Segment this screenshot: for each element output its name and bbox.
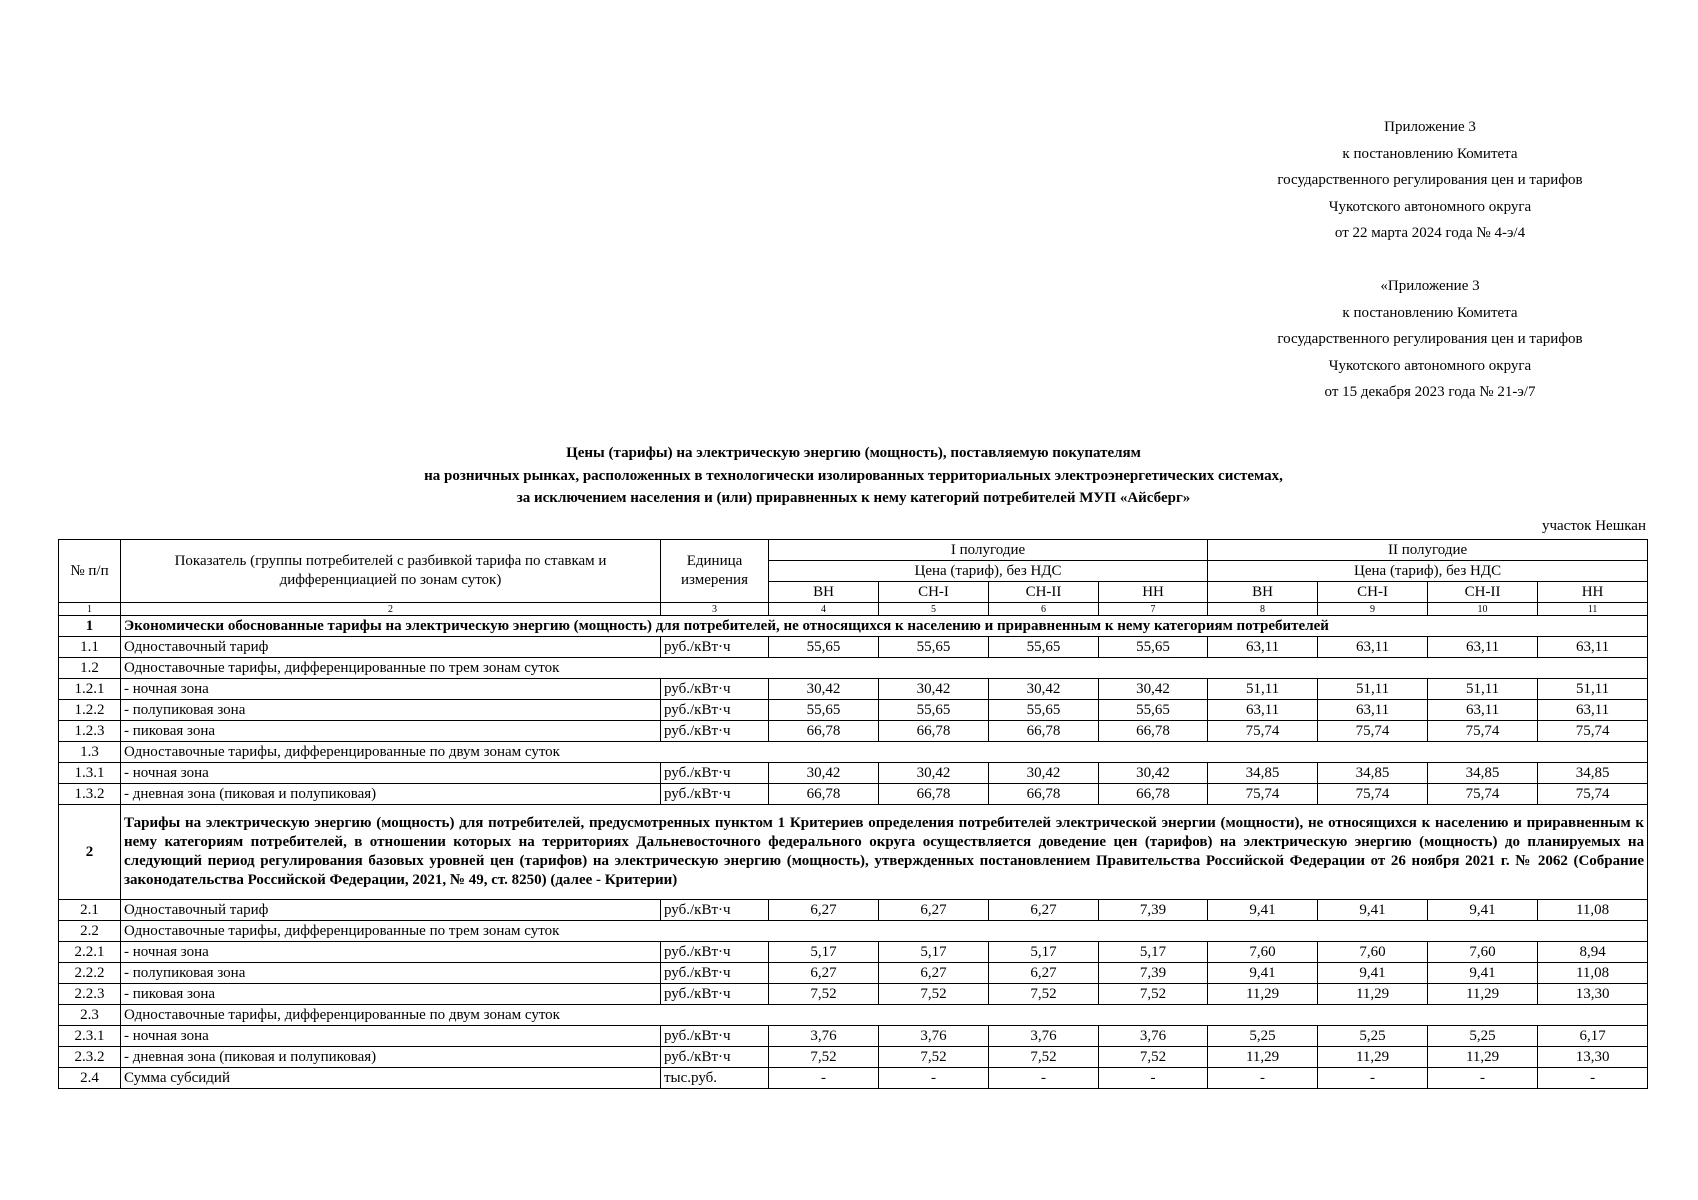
tariff-value: 13,30 — [1538, 1047, 1648, 1068]
title-line: Цены (тарифы) на электрическую энергию (мощность), поставляемую покупателям — [566, 445, 1141, 461]
group-title: Одноставочные тарифы, дифференцированные по трем зонам суток — [121, 921, 1648, 942]
col-number: 4 — [769, 603, 879, 616]
table-row — [59, 805, 1648, 900]
table-row — [59, 1005, 1648, 1026]
header-unit: Единица измерения — [661, 540, 769, 603]
row-number: 2.3 — [59, 1005, 121, 1026]
tariff-value: 11,29 — [1318, 1047, 1428, 1068]
tariff-value: 55,65 — [989, 637, 1099, 658]
row-label: - ночная зона — [121, 763, 661, 784]
tariff-value: - — [989, 1068, 1099, 1089]
column-number-row — [59, 603, 1648, 616]
tariff-value: 63,11 — [1538, 700, 1648, 721]
col-number: 1 — [59, 603, 121, 616]
tariff-value: 6,27 — [879, 900, 989, 921]
header-price1: Цена (тариф), без НДС — [769, 561, 1208, 582]
tariff-value: 7,52 — [989, 1047, 1099, 1068]
tariff-value: - — [1318, 1068, 1428, 1089]
section-title: Тарифы на электрическую энергию (мощность) для потребителей, предусмотренных пунктом 1 Критериев определения потребителей электрической энергии (мощности), не относящихся к населению и приравненным к нему категориям потребителей, в отношении которых на территориях Дальневосточного федерального округа осуществляется доведение цен (тарифов) на электрическую энергию (мощность) до планируемых на следующий период регулирования базовых уровней цен (тарифов) на электрическую энергию (мощность), утвержденных постановлением Правительства Российской Федерации от 26 ноября 2021 г. № 2062 (Собрание законодательства Российской Федерации, 2021, № 49, ст. 8250) (далее - Критерии) — [121, 805, 1648, 900]
row-unit: руб./кВт·ч — [661, 963, 769, 984]
tariff-value: 5,17 — [989, 942, 1099, 963]
header-voltage: СН-I — [879, 582, 989, 603]
tariff-value: 11,29 — [1208, 1047, 1318, 1068]
row-number: 1.3.2 — [59, 784, 121, 805]
table-row — [59, 963, 1648, 984]
tariff-value: 66,78 — [1099, 721, 1208, 742]
table-row — [59, 721, 1648, 742]
tariff-value: 51,11 — [1208, 679, 1318, 700]
tariff-value: 55,65 — [1099, 700, 1208, 721]
group-title: Одноставочные тарифы, дифференцированные по трем зонам суток — [121, 658, 1648, 679]
row-number: 2.1 — [59, 900, 121, 921]
tariff-value: 34,85 — [1428, 763, 1538, 784]
tariff-value: 30,42 — [879, 763, 989, 784]
tariff-value: 30,42 — [989, 679, 1099, 700]
row-label: Сумма субсидий — [121, 1068, 661, 1089]
row-number: 2.2.1 — [59, 942, 121, 963]
tariff-value: - — [1538, 1068, 1648, 1089]
tariff-value: 34,85 — [1208, 763, 1318, 784]
appendix-line: государственного регулирования цен и тарифов — [1277, 331, 1583, 347]
header-voltage: ВН — [1208, 582, 1318, 603]
tariff-value: 6,17 — [1538, 1026, 1648, 1047]
row-number: 2.2.3 — [59, 984, 121, 1005]
appendix-previous-header — [1220, 273, 1640, 406]
title-line: на розничных рынках, расположенных в технологически изолированных территориальных электроэнергетических системах, — [424, 467, 1283, 484]
tariff-value: 30,42 — [1099, 763, 1208, 784]
table-row — [59, 679, 1648, 700]
col-number: 2 — [121, 603, 661, 616]
header-voltage: СН-II — [989, 582, 1099, 603]
tariff-value: 30,42 — [989, 763, 1099, 784]
header-num: № п/п — [59, 540, 121, 603]
row-number: 2.2 — [59, 921, 121, 942]
tariff-value: - — [1099, 1068, 1208, 1089]
header-voltage: СН-I — [1318, 582, 1428, 603]
row-unit: руб./кВт·ч — [661, 763, 769, 784]
tariff-value: 6,27 — [989, 963, 1099, 984]
tariff-value: 5,25 — [1208, 1026, 1318, 1047]
table-row — [59, 921, 1648, 942]
tariff-value: 7,52 — [1099, 984, 1208, 1005]
tariff-value: 30,42 — [879, 679, 989, 700]
row-number: 2.3.1 — [59, 1026, 121, 1047]
tariff-value: 55,65 — [769, 700, 879, 721]
tariff-value: 75,74 — [1208, 784, 1318, 805]
tariff-value: - — [879, 1068, 989, 1089]
tariff-value: 66,78 — [769, 721, 879, 742]
tariff-value: 7,52 — [1099, 1047, 1208, 1068]
tariff-value: 75,74 — [1318, 721, 1428, 742]
tariff-value: 3,76 — [879, 1026, 989, 1047]
header-half2: II полугодие — [1208, 540, 1648, 561]
row-label: Одноставочный тариф — [121, 900, 661, 921]
tariff-value: 7,39 — [1099, 963, 1208, 984]
table-row — [59, 984, 1648, 1005]
tariff-value: 7,60 — [1318, 942, 1428, 963]
row-label: Одноставочный тариф — [121, 637, 661, 658]
tariff-value: 6,27 — [769, 900, 879, 921]
row-number: 1.2 — [59, 658, 121, 679]
header-half1: I полугодие — [769, 540, 1208, 561]
appendix-line: «Приложение 3 — [1380, 278, 1480, 294]
tariff-value: - — [1428, 1068, 1538, 1089]
row-label: - полупиковая зона — [121, 700, 661, 721]
table-row — [59, 700, 1648, 721]
table-row — [59, 784, 1648, 805]
row-label: - полупиковая зона — [121, 963, 661, 984]
row-number: 1.1 — [59, 637, 121, 658]
tariff-value: 7,52 — [769, 1047, 879, 1068]
tariff-value: 55,65 — [989, 700, 1099, 721]
tariff-value: 75,74 — [1318, 784, 1428, 805]
row-label: - дневная зона (пиковая и полупиковая) — [121, 1047, 661, 1068]
tariff-value: 5,25 — [1428, 1026, 1538, 1047]
row-unit: руб./кВт·ч — [661, 984, 769, 1005]
col-number: 8 — [1208, 603, 1318, 616]
appendix-line: к постановлению Комитета — [1342, 304, 1518, 321]
row-unit: руб./кВт·ч — [661, 679, 769, 700]
tariff-value: - — [769, 1068, 879, 1089]
tariff-value: 75,74 — [1428, 784, 1538, 805]
section-title: Экономически обоснованные тарифы на электрическую энергию (мощность) для потребителей, не относящихся к населению и приравненным к нему категориям потребителей — [121, 616, 1648, 637]
tariff-value: 66,78 — [989, 721, 1099, 742]
tariff-value: 66,78 — [769, 784, 879, 805]
tariff-value: 9,41 — [1318, 900, 1428, 921]
tariff-value: 7,52 — [879, 1047, 989, 1068]
tariff-value: 5,17 — [769, 942, 879, 963]
table-row — [59, 742, 1648, 763]
tariff-value: 7,60 — [1208, 942, 1318, 963]
row-unit: тыс.руб. — [661, 1068, 769, 1089]
tariff-value: 3,76 — [989, 1026, 1099, 1047]
tariff-value: 11,29 — [1318, 984, 1428, 1005]
tariff-value: 9,41 — [1428, 963, 1538, 984]
table-row — [59, 942, 1648, 963]
row-label: - ночная зона — [121, 1026, 661, 1047]
row-number: 2 — [59, 805, 121, 900]
tariff-value: 7,39 — [1099, 900, 1208, 921]
tariff-value: 11,29 — [1428, 1047, 1538, 1068]
appendix-line: Чукотского автономного округа — [1328, 357, 1532, 374]
row-unit: руб./кВт·ч — [661, 1026, 769, 1047]
tariff-value: 30,42 — [1099, 679, 1208, 700]
group-title: Одноставочные тарифы, дифференцированные по двум зонам суток — [121, 1005, 1648, 1026]
table-row — [59, 900, 1648, 921]
tariff-value: 51,11 — [1428, 679, 1538, 700]
tariff-value: 51,11 — [1538, 679, 1648, 700]
col-number: 9 — [1318, 603, 1428, 616]
tariff-value: 63,11 — [1428, 700, 1538, 721]
row-number: 2.3.2 — [59, 1047, 121, 1068]
tariff-value: 66,78 — [989, 784, 1099, 805]
row-label: - пиковая зона — [121, 721, 661, 742]
tariff-value: 5,17 — [879, 942, 989, 963]
tariff-value: 11,29 — [1208, 984, 1318, 1005]
header-voltage: НН — [1099, 582, 1208, 603]
row-unit: руб./кВт·ч — [661, 1047, 769, 1068]
row-number: 1.2.3 — [59, 721, 121, 742]
appendix-line: Чукотского автономного округа — [1328, 198, 1532, 215]
row-number: 1 — [59, 616, 121, 637]
table-row — [59, 1068, 1648, 1089]
appendix-line: Приложение 3 — [1384, 119, 1476, 135]
tariff-value: 5,17 — [1099, 942, 1208, 963]
row-number: 2.4 — [59, 1068, 121, 1089]
appendix-line: государственного регулирования цен и тарифов — [1277, 172, 1583, 188]
tariff-value: 66,78 — [879, 721, 989, 742]
tariff-value: 75,74 — [1428, 721, 1538, 742]
tariff-value: 66,78 — [1099, 784, 1208, 805]
tariff-value: 63,11 — [1538, 637, 1648, 658]
tariff-value: 6,27 — [769, 963, 879, 984]
tariff-value: 55,65 — [769, 637, 879, 658]
col-number: 5 — [879, 603, 989, 616]
section-label: участок Нешкан — [1541, 518, 1646, 534]
row-unit: руб./кВт·ч — [661, 942, 769, 963]
col-number: 11 — [1538, 603, 1648, 616]
row-label: - дневная зона (пиковая и полупиковая) — [121, 784, 661, 805]
tariff-value: 63,11 — [1318, 700, 1428, 721]
col-number: 7 — [1099, 603, 1208, 616]
header-price2: Цена (тариф), без НДС — [1208, 561, 1648, 582]
tariff-value: 63,11 — [1428, 637, 1538, 658]
header-voltage: СН-II — [1428, 582, 1538, 603]
tariff-value: 11,08 — [1538, 900, 1648, 921]
col-number: 10 — [1428, 603, 1538, 616]
tariff-value: 3,76 — [1099, 1026, 1208, 1047]
tariff-value: 55,65 — [1099, 637, 1208, 658]
tariff-value: 7,52 — [989, 984, 1099, 1005]
tariff-value: 8,94 — [1538, 942, 1648, 963]
document-title — [60, 442, 1647, 510]
row-label: - ночная зона — [121, 679, 661, 700]
tariff-value: 55,65 — [879, 700, 989, 721]
tariff-value: 9,41 — [1208, 900, 1318, 921]
tariff-value: 75,74 — [1208, 721, 1318, 742]
row-number: 1.3.1 — [59, 763, 121, 784]
tariff-value: 3,76 — [769, 1026, 879, 1047]
tariff-value: 30,42 — [769, 679, 879, 700]
tariff-value: 5,25 — [1318, 1026, 1428, 1047]
row-unit: руб./кВт·ч — [661, 784, 769, 805]
tariff-value: 63,11 — [1208, 700, 1318, 721]
tariff-value: 11,29 — [1428, 984, 1538, 1005]
col-number: 6 — [989, 603, 1099, 616]
tariff-value: 13,30 — [1538, 984, 1648, 1005]
tariff-value: 7,52 — [769, 984, 879, 1005]
tariff-value: 11,08 — [1538, 963, 1648, 984]
tariff-value: 30,42 — [769, 763, 879, 784]
table-row — [59, 1047, 1648, 1068]
appendix-line: к постановлению Комитета — [1342, 145, 1518, 162]
tariff-value: 55,65 — [879, 637, 989, 658]
appendix-line: от 15 декабря 2023 года № 21-э/7 — [1324, 384, 1536, 400]
tariff-value: 7,60 — [1428, 942, 1538, 963]
tariff-value: 7,52 — [879, 984, 989, 1005]
row-unit: руб./кВт·ч — [661, 700, 769, 721]
row-unit: руб./кВт·ч — [661, 637, 769, 658]
tariff-value: - — [1208, 1068, 1318, 1089]
table-row — [59, 637, 1648, 658]
group-title: Одноставочные тарифы, дифференцированные по двум зонам суток — [121, 742, 1648, 763]
tariff-value: 75,74 — [1538, 721, 1648, 742]
row-number: 1.2.1 — [59, 679, 121, 700]
appendix-line: от 22 марта 2024 года № 4-э/4 — [1334, 225, 1526, 241]
tariff-value: 9,41 — [1208, 963, 1318, 984]
tariff-value: 63,11 — [1318, 637, 1428, 658]
row-number: 2.2.2 — [59, 963, 121, 984]
header-voltage: ВН — [769, 582, 879, 603]
appendix-current-header — [1220, 114, 1640, 247]
row-unit: руб./кВт·ч — [661, 721, 769, 742]
row-number: 1.2.2 — [59, 700, 121, 721]
table-row — [59, 763, 1648, 784]
tariff-value: 9,41 — [1318, 963, 1428, 984]
row-number: 1.3 — [59, 742, 121, 763]
table-row — [59, 1026, 1648, 1047]
col-number: 3 — [661, 603, 769, 616]
header-indicator: Показатель (группы потребителей с разбивкой тарифа по ставкам и дифференциацией по зонам суток) — [121, 540, 661, 603]
tariff-value: 51,11 — [1318, 679, 1428, 700]
tariff-value: 34,85 — [1538, 763, 1648, 784]
tariff-value: 75,74 — [1538, 784, 1648, 805]
tariff-value: 6,27 — [879, 963, 989, 984]
row-label: - ночная зона — [121, 942, 661, 963]
tariff-value: 6,27 — [989, 900, 1099, 921]
tariff-value: 63,11 — [1208, 637, 1318, 658]
tariff-table — [58, 539, 1648, 1089]
tariff-value: 9,41 — [1428, 900, 1538, 921]
tariff-value: 66,78 — [879, 784, 989, 805]
table-row — [59, 658, 1648, 679]
header-voltage: НН — [1538, 582, 1648, 603]
row-label: - пиковая зона — [121, 984, 661, 1005]
title-line: за исключением населения и (или) приравненных к нему категорий потребителей МУП «Айсберг» — [516, 490, 1191, 506]
row-unit: руб./кВт·ч — [661, 900, 769, 921]
tariff-value: 34,85 — [1318, 763, 1428, 784]
table-row — [59, 616, 1648, 637]
